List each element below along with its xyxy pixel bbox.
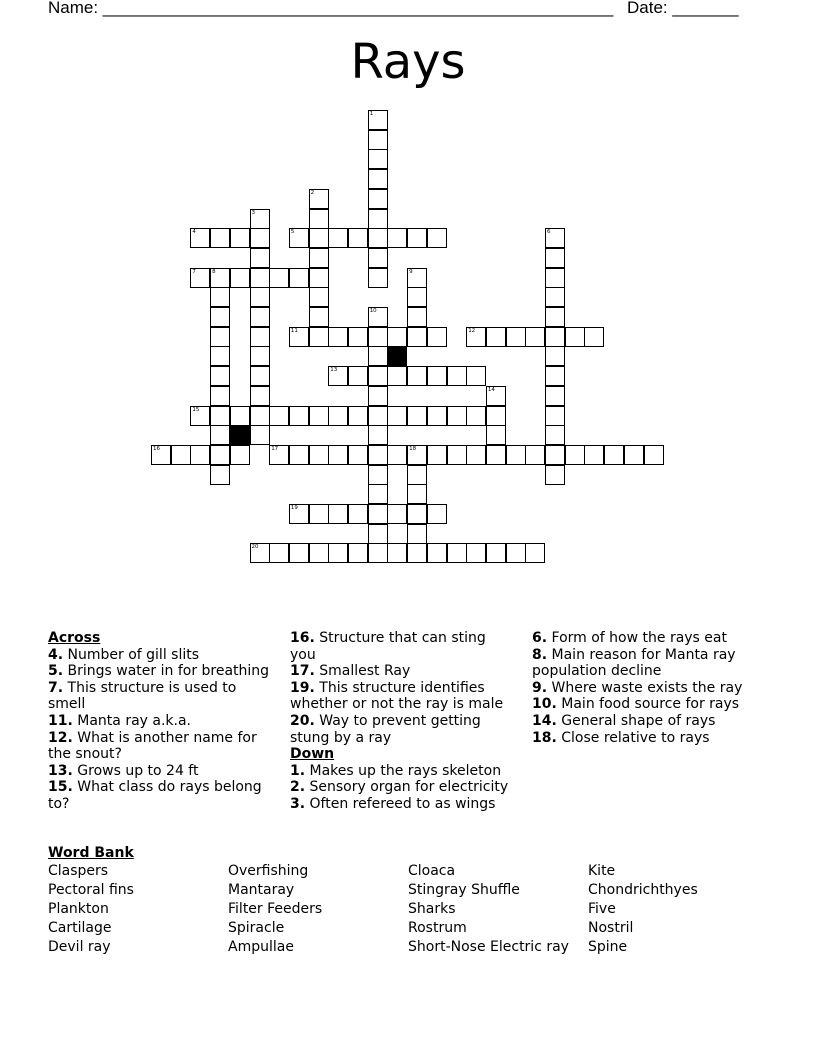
clue-down-10: 10. Main food source for rays — [532, 696, 740, 713]
grid-cell[interactable] — [447, 366, 467, 386]
grid-cell[interactable] — [210, 406, 230, 426]
grid-cell[interactable] — [348, 445, 368, 465]
grid-cell[interactable] — [545, 406, 565, 426]
clue-number: 5 — [290, 229, 295, 236]
clue-down-3: 3. Often refereed to as wings — [290, 795, 496, 812]
grid-cell[interactable] — [368, 386, 388, 406]
grid-cell[interactable] — [368, 110, 388, 130]
grid-cell[interactable] — [348, 406, 368, 426]
grid-cell[interactable] — [309, 209, 329, 229]
clue-number: 15 — [192, 406, 200, 413]
grid-cell[interactable] — [250, 425, 270, 445]
word-bank-item: Short-Nose Electric ray — [408, 939, 569, 955]
grid-cell[interactable] — [309, 287, 329, 307]
grid-cell[interactable] — [210, 268, 230, 288]
grid-cell[interactable] — [387, 445, 407, 465]
clue-number: 18 — [409, 445, 417, 452]
word-bank-item: Overfishing — [228, 863, 309, 879]
grid-cell[interactable] — [289, 543, 309, 563]
grid-cell[interactable] — [644, 445, 664, 465]
grid-cell[interactable] — [309, 307, 329, 327]
grid-cell[interactable] — [545, 228, 565, 248]
grid-cell[interactable] — [250, 327, 270, 347]
grid-cell[interactable] — [368, 189, 388, 209]
grid-cell[interactable] — [309, 228, 329, 248]
grid-cell[interactable] — [210, 228, 230, 248]
grid-cell[interactable] — [190, 445, 210, 465]
word-bank-column — [588, 862, 698, 957]
grid-cell[interactable] — [506, 327, 526, 347]
clue-column-1 — [48, 630, 270, 813]
clue-number: 17 — [271, 445, 279, 452]
clue-number: 10 — [369, 308, 377, 314]
word-bank-item: Cloaca — [408, 863, 456, 879]
clue-across-19: 19. This structure identifies whether or not the ray is male — [290, 679, 504, 713]
grid-cell[interactable] — [309, 189, 329, 209]
clue-number: 2 — [310, 189, 315, 196]
across-heading: Across — [48, 630, 101, 646]
grid-cell[interactable] — [269, 445, 289, 465]
grid-cell[interactable] — [289, 327, 309, 347]
grid-cell[interactable] — [387, 228, 407, 248]
grid-cell[interactable] — [525, 445, 545, 465]
grid-cell[interactable] — [250, 346, 270, 366]
clue-number: 11 — [290, 327, 298, 334]
grid-cell[interactable] — [348, 543, 368, 563]
grid-cell[interactable] — [368, 130, 388, 150]
grid-cell[interactable] — [289, 268, 309, 288]
grid-cell[interactable] — [466, 406, 486, 426]
grid-cell[interactable] — [427, 406, 447, 426]
grid-cell[interactable] — [309, 445, 329, 465]
grid-cell[interactable] — [604, 445, 624, 465]
grid-cell[interactable] — [486, 386, 506, 406]
grid-cell[interactable] — [348, 366, 368, 386]
grid-cell[interactable] — [368, 445, 388, 465]
grid-cell[interactable] — [545, 425, 565, 445]
grid-cell[interactable] — [486, 425, 506, 445]
grid-cell[interactable] — [368, 149, 388, 169]
clue-number: 14 — [487, 386, 495, 393]
grid-cell[interactable] — [368, 248, 388, 268]
grid-cell[interactable] — [328, 445, 348, 465]
grid-cell[interactable] — [447, 445, 467, 465]
grid-cell[interactable] — [427, 445, 447, 465]
clue-column-2 — [290, 630, 515, 813]
word-bank-item: Cartilage — [48, 920, 112, 936]
grid-cell[interactable] — [210, 425, 230, 445]
clue-across-15: 15. What class do rays belong to? — [48, 779, 262, 812]
grid-cell[interactable] — [250, 366, 270, 386]
grid-cell[interactable] — [545, 386, 565, 406]
clue-number: 6 — [547, 229, 551, 236]
grid-cell[interactable] — [407, 504, 427, 524]
grid-cell[interactable] — [407, 287, 427, 307]
grid-cell[interactable] — [427, 327, 447, 347]
clue-number: 16 — [153, 445, 160, 452]
grid-cell[interactable] — [545, 268, 565, 288]
grid-cell[interactable] — [190, 406, 210, 426]
grid-cell[interactable] — [210, 287, 230, 307]
grid-cell[interactable] — [230, 228, 250, 248]
clue-across-16: 16. Structure that can sting you — [290, 630, 486, 663]
grid-cell[interactable] — [368, 209, 388, 229]
grid-cell[interactable] — [368, 484, 388, 504]
word-bank-item: Devil ray — [48, 939, 111, 955]
grid-cell[interactable] — [407, 543, 427, 563]
clue-down-8: 8. Main reason for Manta ray population decline — [532, 646, 736, 680]
clue-down-18: 18. Close relative to rays — [532, 729, 710, 746]
grid-cell[interactable] — [407, 327, 427, 347]
grid-cell[interactable] — [387, 366, 407, 386]
grid-cell[interactable] — [269, 543, 289, 563]
grid-cell[interactable] — [309, 268, 329, 288]
grid-cell[interactable] — [250, 386, 270, 406]
word-bank-column — [408, 862, 569, 957]
grid-cell[interactable] — [427, 504, 447, 524]
clue-across-12: 12. What is another name for the snout? — [48, 729, 257, 763]
grid-cell[interactable] — [466, 327, 486, 347]
grid-cell[interactable] — [210, 366, 230, 386]
grid-cell[interactable] — [250, 406, 270, 426]
grid-cell[interactable] — [230, 406, 250, 426]
grid-cell[interactable] — [289, 504, 309, 524]
grid-cell[interactable] — [545, 307, 565, 327]
clue-number: 19 — [290, 505, 298, 511]
word-bank-item: Spiracle — [228, 920, 285, 936]
word-bank-item: Spine — [588, 939, 628, 955]
grid-cell[interactable] — [368, 346, 388, 366]
grid-cell[interactable] — [387, 543, 407, 563]
grid-cell[interactable] — [309, 543, 329, 563]
grid-cell[interactable] — [387, 504, 407, 524]
grid-cell[interactable] — [486, 406, 506, 426]
grid-cell[interactable] — [328, 504, 348, 524]
clue-down-9: 9. Where waste exists the ray — [532, 679, 743, 696]
word-bank-item: Five — [588, 901, 616, 917]
grid-cell[interactable] — [387, 327, 407, 347]
grid-cell[interactable] — [525, 543, 545, 563]
grid-cell[interactable] — [190, 228, 210, 248]
grid-cell[interactable] — [506, 543, 526, 563]
grid-cell[interactable] — [269, 406, 289, 426]
grid-cell[interactable] — [190, 268, 210, 288]
grid-cell[interactable] — [368, 228, 388, 248]
grid-cell[interactable] — [466, 445, 486, 465]
clue-number: 13 — [330, 367, 338, 374]
grid-cell[interactable] — [309, 248, 329, 268]
clue-down-2: 2. Sensory organ for electricity — [290, 779, 509, 796]
grid-cell[interactable] — [250, 248, 270, 268]
grid-cell[interactable] — [368, 307, 388, 327]
grid-cell[interactable] — [368, 268, 388, 288]
grid-block-cell — [387, 346, 407, 366]
grid-cell[interactable] — [545, 327, 565, 347]
name-field-label: Name: ______________________________________________________ — [48, 0, 614, 17]
grid-cell[interactable] — [545, 445, 565, 465]
grid-cell[interactable] — [210, 307, 230, 327]
clue-number: 7 — [192, 268, 196, 275]
grid-cell[interactable] — [407, 268, 427, 288]
grid-cell[interactable] — [447, 406, 467, 426]
word-bank-item: Claspers — [48, 863, 109, 879]
grid-cell[interactable] — [210, 346, 230, 366]
clue-across-13: 13. Grows up to 24 ft — [48, 762, 199, 779]
clue-across-5: 5. Brings water in for breathing — [48, 663, 270, 680]
grid-cell[interactable] — [368, 366, 388, 386]
grid-cell[interactable] — [368, 465, 388, 485]
grid-cell[interactable] — [250, 287, 270, 307]
word-bank-item: Stingray Shuffle — [408, 882, 520, 898]
grid-cell[interactable] — [387, 406, 407, 426]
page-title: Rays — [350, 34, 466, 90]
grid-cell[interactable] — [407, 524, 427, 544]
grid-cell[interactable] — [466, 366, 486, 386]
word-bank-item: Rostrum — [408, 920, 467, 936]
grid-cell[interactable] — [368, 327, 388, 347]
grid-cell[interactable] — [210, 445, 230, 465]
grid-cell[interactable] — [328, 327, 348, 347]
grid-cell[interactable] — [624, 445, 644, 465]
grid-cell[interactable] — [407, 465, 427, 485]
grid-cell[interactable] — [407, 484, 427, 504]
grid-cell[interactable] — [230, 445, 250, 465]
grid-cell[interactable] — [545, 465, 565, 485]
grid-cell[interactable] — [545, 366, 565, 386]
grid-cell[interactable] — [348, 504, 368, 524]
grid-cell[interactable] — [269, 268, 289, 288]
grid-cell[interactable] — [250, 307, 270, 327]
clue-across-11: 11. Manta ray a.k.a. — [48, 712, 192, 729]
grid-cell[interactable] — [368, 504, 388, 524]
clue-number: 8 — [212, 268, 216, 275]
grid-cell[interactable] — [407, 406, 427, 426]
word-bank-item: Kite — [588, 863, 616, 879]
grid-cell[interactable] — [407, 366, 427, 386]
grid-cell[interactable] — [368, 524, 388, 544]
clue-number: 3 — [251, 209, 255, 216]
grid-cell[interactable] — [565, 445, 585, 465]
grid-cell[interactable] — [486, 327, 506, 347]
grid-cell[interactable] — [289, 406, 309, 426]
grid-cell[interactable] — [328, 366, 348, 386]
grid-cell[interactable] — [565, 327, 585, 347]
grid-cell[interactable] — [348, 228, 368, 248]
word-bank-item: Mantaray — [228, 882, 295, 898]
clue-down-1: 1. Makes up the rays skeleton — [290, 762, 502, 779]
grid-cell[interactable] — [466, 543, 486, 563]
word-bank-item: Nostril — [588, 920, 634, 936]
word-bank-item: Chondrichthyes — [588, 882, 698, 898]
grid-cell[interactable] — [151, 445, 171, 465]
grid-cell[interactable] — [368, 406, 388, 426]
grid-cell[interactable] — [210, 386, 230, 406]
grid-cell[interactable] — [525, 327, 545, 347]
clue-number: 1 — [369, 111, 374, 117]
word-bank-item: Pectoral fins — [48, 882, 134, 898]
grid-cell[interactable] — [447, 543, 467, 563]
grid-cell[interactable] — [230, 268, 250, 288]
word-bank-item: Plankton — [48, 901, 109, 917]
grid-cell[interactable] — [545, 287, 565, 307]
grid-cell[interactable] — [584, 445, 604, 465]
word-bank-column — [48, 862, 134, 957]
clue-column-3 — [532, 630, 762, 746]
grid-cell[interactable] — [250, 209, 270, 229]
grid-cell[interactable] — [368, 169, 388, 189]
word-bank-column — [228, 862, 322, 957]
down-heading: Down — [290, 746, 335, 763]
grid-cell[interactable] — [407, 307, 427, 327]
grid-cell[interactable] — [289, 445, 309, 465]
grid-cell[interactable] — [486, 445, 506, 465]
grid-cell[interactable] — [250, 543, 270, 563]
grid-cell[interactable] — [328, 543, 348, 563]
grid-cell[interactable] — [309, 504, 329, 524]
clue-across-4: 4. Number of gill slits — [48, 646, 200, 663]
clue-number: 20 — [251, 544, 259, 551]
clue-across-20: 20. Way to prevent getting stung by a ray — [290, 712, 481, 746]
grid-cell[interactable] — [328, 228, 348, 248]
grid-cell[interactable] — [328, 406, 348, 426]
grid-cell[interactable] — [545, 346, 565, 366]
grid-cell[interactable] — [407, 228, 427, 248]
grid-cell[interactable] — [427, 543, 447, 563]
grid-cell[interactable] — [506, 445, 526, 465]
clue-down-6: 6. Form of how the rays eat — [532, 630, 727, 646]
grid-cell[interactable] — [584, 327, 604, 347]
grid-cell[interactable] — [171, 445, 191, 465]
grid-cell[interactable] — [309, 327, 329, 347]
clue-down-14: 14. General shape of rays — [532, 712, 716, 729]
grid-block-cell — [230, 425, 250, 445]
grid-cell[interactable] — [250, 268, 270, 288]
grid-cell[interactable] — [368, 425, 388, 445]
clue-across-17: 17. Smallest Ray — [290, 663, 411, 680]
grid-cell[interactable] — [289, 228, 309, 248]
grid-cell[interactable] — [427, 366, 447, 386]
grid-cell[interactable] — [250, 228, 270, 248]
word-bank-item: Filter Feeders — [228, 901, 323, 917]
clue-number: 12 — [468, 327, 476, 334]
grid-cell[interactable] — [368, 543, 388, 563]
clue-number: 4 — [192, 229, 196, 236]
word-bank-heading: Word Bank — [48, 845, 134, 861]
grid-cell[interactable] — [407, 445, 427, 465]
grid-cell[interactable] — [545, 248, 565, 268]
grid-cell[interactable] — [210, 327, 230, 347]
clue-across-7: 7. This structure is used to smell — [48, 679, 237, 713]
word-bank-item: Sharks — [408, 901, 456, 917]
grid-cell[interactable] — [486, 543, 506, 563]
clue-number: 9 — [409, 268, 413, 275]
grid-cell[interactable] — [348, 327, 368, 347]
grid-cell[interactable] — [309, 406, 329, 426]
grid-cell[interactable] — [427, 228, 447, 248]
word-bank-item: Ampullae — [228, 939, 294, 955]
date-field-label: Date: _______ — [627, 0, 739, 17]
grid-cell[interactable] — [210, 465, 230, 485]
